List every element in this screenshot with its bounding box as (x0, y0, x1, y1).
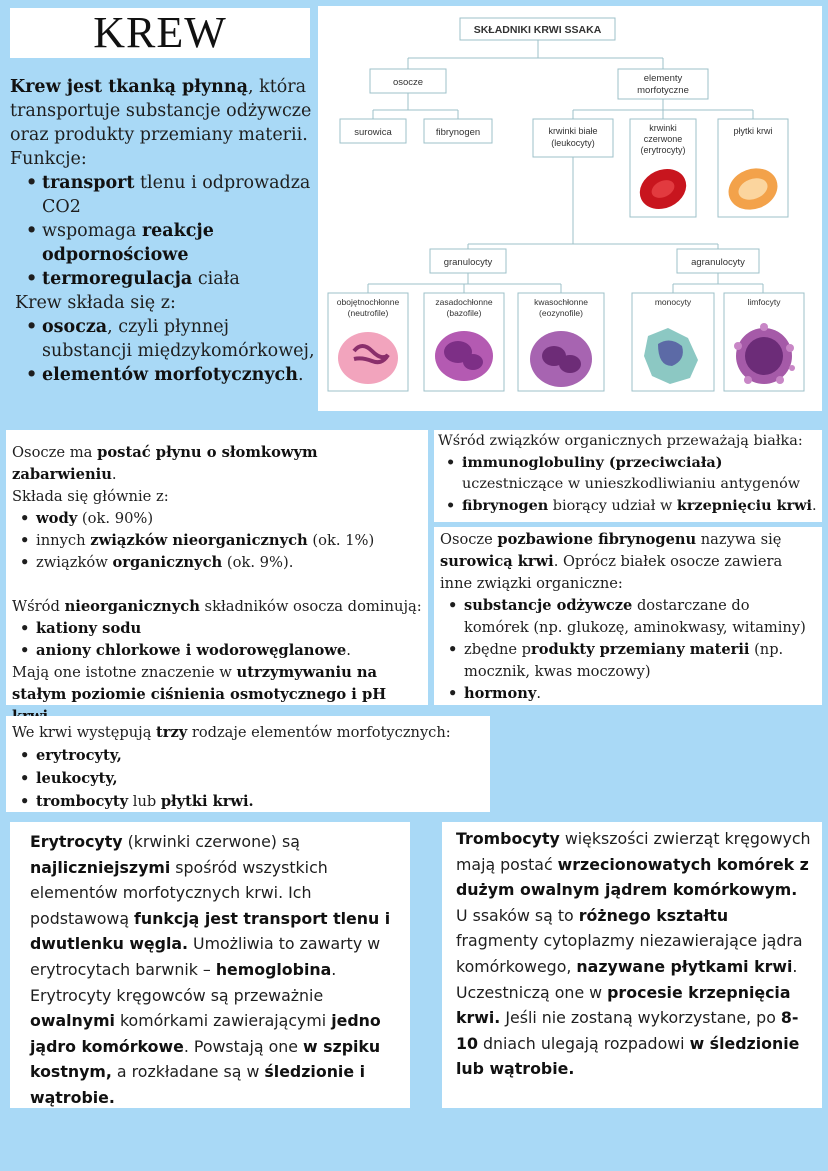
intro-paragraph (10, 75, 315, 147)
svg-text:czerwone: czerwone (643, 134, 683, 144)
list-item: • osocza, czyli płynnej substancji międzykomórkowej, (42, 315, 315, 363)
erythrocytes-text: Erytrocyty (krwinki czerwone) są najliczniejszymi spośród wszystkich elementów morfotycznych krwi. Ich podstawową funkcją jest transport tlenu i dwutlenku węgla. Umożliwia to zawarty w erytrocytach barwnik – hemoglobina. Erytrocyty kręgowców są przeważnie owalnymi komórkami zawierającymi jedno jądro komórkowe. Powstają one w szpiku kostnym, a rozkładane są w śledzionie i wątrobie. (30, 832, 391, 1107)
svg-text:(bazofile): (bazofile) (446, 308, 482, 318)
svg-text:fibrynogen: fibrynogen (435, 127, 481, 138)
organic-intro: Wśród związków organicznych przeważają białka: (438, 433, 803, 449)
node-basophils (424, 293, 504, 391)
svg-text:(eozynofile): (eozynofile) (539, 308, 583, 318)
thrombocytes-card (442, 822, 822, 1108)
thrombocytes-text: Trombocyty większości zwierząt kręgowych mają postać wrzecionowatych komórek z dużym owalnym jądrem komórkowym. U ssaków są to różnego kształtu fragmenty cytoplazmy niezawierające jądra komórkowego, nazywane płytkami krwi. Uczestniczą one w procesie krzepnięcia krwi. Jeśli nie zostaną wykorzystane, po 8-10 dniach ulegają rozpadowi w śledzionie lub wątrobie. (456, 829, 811, 1079)
node-lymphocytes (724, 293, 804, 391)
list-item: • substancje odżywcze dostarczane do komórek (np. glukozę, aminokwasy, witaminy) (464, 595, 816, 639)
svg-text:(neutrofile): (neutrofile) (347, 308, 389, 318)
intro-section (10, 75, 315, 387)
list-item: • transport tlenu i odprowadza CO2 (42, 171, 315, 219)
inorganic-intro: Wśród nieorganicznych składników osocza dominują: (12, 598, 422, 615)
svg-text:SKŁADNIKI KRWI SSAKA: SKŁADNIKI KRWI SSAKA (473, 24, 602, 36)
list-item: • fibrynogen biorący udział w krzepnięciu krwi. (462, 495, 818, 517)
serum-description: Osocze pozbawione fibrynogenu nazywa się surowicą krwi. Oprócz białek osocze zawiera inne związki organiczne: (440, 531, 783, 592)
list-item: • leukocyty, (36, 767, 484, 790)
node-fibrinogen (424, 119, 492, 143)
formed-elements-intro: We krwi występują trzy rodzaje elementów morfotycznych: (12, 724, 451, 741)
plasma-description: Osocze ma postać płynu o słomkowym zabarwieniu. (12, 444, 318, 483)
svg-text:kwasochłonne: kwasochłonne (534, 297, 588, 307)
diagram-svg (318, 6, 822, 411)
page-title: KREW (93, 8, 227, 57)
svg-text:osocze: osocze (392, 77, 424, 88)
composition-label: Krew składa się z: (15, 293, 176, 313)
svg-text:płytki krwi: płytki krwi (733, 126, 773, 136)
node-eosinophils (518, 293, 604, 391)
svg-text:krwinki: krwinki (649, 123, 677, 133)
functions-list (42, 171, 315, 291)
plasma-composition-label: Składa się głównie z: (12, 488, 169, 505)
list-item: • aniony chlorkowe i wodorowęglanowe. (36, 640, 422, 662)
blood-components-diagram (318, 6, 822, 411)
list-item: • związków organicznych (ok. 9%). (36, 552, 422, 574)
list-item: • termoregulacja ciała (42, 267, 315, 291)
proteins-list (462, 452, 818, 517)
node-granulocytes (430, 249, 506, 273)
node-monocytes (632, 293, 714, 391)
svg-text:agranulocyty: agranulocyty (691, 257, 745, 268)
list-item: • kationy sodu (36, 618, 422, 640)
list-item: • immunoglobuliny (przeciwciała) uczestniczące w unieszkodliwianiu antygenów (462, 452, 818, 495)
svg-text:morfotyczne: morfotyczne (637, 85, 689, 96)
list-item: • trombocyty lub płytki krwi. (36, 790, 484, 813)
ions-significance: Mają one istotne znaczenie w utrzymywaniu na stałym poziomie ciśnienia osmotycznego i pH (12, 664, 387, 703)
svg-text:elementy: elementy (643, 73, 683, 84)
list-item: • innych związków nieorganicznych (ok. 1%) (36, 530, 422, 552)
functions-label: Funkcje: (10, 149, 87, 169)
list-item: • zbędne produkty przemiany materii (np. mocznik, kwas moczowy) (464, 639, 816, 683)
list-item: • erytrocyty, (36, 744, 484, 767)
formed-elements-list (36, 744, 484, 813)
svg-text:(leukocyty): (leukocyty) (551, 138, 595, 148)
svg-text:zasadochłonne: zasadochłonne (435, 297, 493, 307)
node-platelets (718, 119, 788, 217)
node-formed-elements (618, 69, 708, 99)
ions-list (36, 618, 422, 662)
intro-bold: Krew jest tkanką płynną (10, 77, 248, 97)
svg-text:surowica: surowica (354, 127, 392, 138)
svg-text:(erytrocyty): (erytrocyty) (640, 145, 686, 155)
list-item: • wody (ok. 90%) (36, 508, 422, 530)
serum-card (434, 527, 822, 705)
svg-text:krwinki białe: krwinki białe (548, 126, 598, 136)
svg-text:limfocyty: limfocyty (747, 297, 781, 307)
svg-text:obojętnochłonne: obojętnochłonne (336, 297, 400, 307)
node-root (460, 18, 615, 40)
plasma-components-list (36, 508, 422, 574)
list-item: • elementów morfotycznych. (42, 363, 315, 387)
node-serum (340, 119, 406, 143)
list-item: • wspomaga reakcje odpornościowe (42, 219, 315, 267)
node-neutrophils (328, 293, 408, 391)
composition-list (42, 315, 315, 387)
node-agranulocytes (677, 249, 759, 273)
organic-substances-list (464, 595, 816, 705)
svg-text:monocyty: monocyty (654, 297, 692, 307)
svg-text:granulocyty: granulocyty (443, 257, 493, 268)
erythrocytes-card (10, 822, 410, 1108)
node-white-cells (533, 119, 613, 157)
formed-elements-card (6, 716, 490, 812)
node-plasma (370, 69, 446, 93)
node-red-cells (630, 119, 696, 217)
list-item: • hormony. (464, 683, 816, 705)
intro-text: , która transportuje substancje odżywcze oraz produkty przemiany materii. (10, 77, 312, 145)
organic-compounds-card (434, 430, 822, 522)
plasma-composition-card (6, 430, 428, 705)
title-card (10, 8, 310, 58)
